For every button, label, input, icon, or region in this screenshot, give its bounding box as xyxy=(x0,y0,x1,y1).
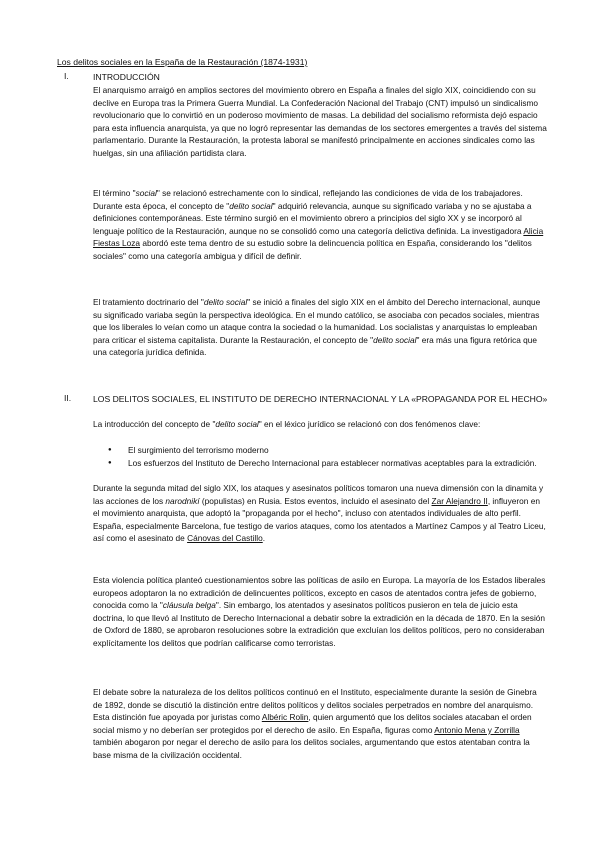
section-1-paragraph-2 xyxy=(93,187,548,263)
link-zar-alejandro-ii[interactable]: Zar Alejandro II xyxy=(431,495,488,506)
section-1-number: I. xyxy=(64,71,69,81)
link-canovas-del-castillo[interactable]: Cánovas del Castillo xyxy=(187,533,263,544)
section-2-paragraph-3 xyxy=(93,686,548,762)
italic-term-social: social xyxy=(135,188,157,198)
text-run: " en el léxico jurídico se relacionó con dos fenómenos clave: xyxy=(258,419,481,429)
text-run: . xyxy=(262,533,266,544)
link-antonio-mena-y-zorrilla[interactable]: Antonio Mena y Zorrilla xyxy=(434,724,520,735)
text-run: " era más una figura retórica que una categoría jurídica definida. xyxy=(93,334,538,358)
section-2-paragraph-2 xyxy=(93,574,548,650)
text-run: La introducción del concepto de " xyxy=(93,419,216,429)
italic-term-delito-social: delito social xyxy=(215,419,259,429)
text-run: " se inició a finales del siglo XIX en el ámbito del Derecho internacional, aunque su significado variaba según la perspectiva ideológica. En el mundo católico, se asociaba con pecados sociales, mientras que los liberales lo veían como un ataque contra la sociedad o la humanidad. Los socialistas y anarquistas lo empleaban para criticar el sistema capitalista. Durante la Restauración, el concepto de " xyxy=(93,297,541,345)
section-2-paragraph-1 xyxy=(93,482,548,545)
section-2-heading: LOS DELITOS SOCIALES, EL INSTITUTO DE DERECHO INTERNACIONAL Y LA «PROPAGANDA POR EL HECHO» xyxy=(93,394,548,404)
italic-term-delito-social: delito social xyxy=(229,200,273,211)
phenomena-list xyxy=(108,444,548,469)
text-run: El debate sobre la naturaleza de los delitos políticos continuó en el Instituto, especialmente durante la sesión de Ginebra de 1892, donde se discutió la distinción entre delitos políticos y delitos sociales perpetrados en nombre del anarquismo. Esta distinción fue apoyada por juristas como xyxy=(93,687,537,723)
text-run: abordó este tema dentro de su estudio sobre la delincuencia política en España, considerando los "delitos sociales" como una categoría ambigua y difícil de definir. xyxy=(93,238,532,261)
italic-term-narodniki: narodnikí xyxy=(165,495,200,506)
text-run: (populistas) en Rusia. Estos eventos, incluido el asesinato del xyxy=(199,495,432,506)
list-item: ● El surgimiento del terrorismo moderno xyxy=(108,444,548,457)
text-run: Durante la segunda mitad del siglo XIX, los ataques y asesinatos políticos tomaron una nueva dimensión con la dinamita y las acciones de los xyxy=(93,483,544,506)
link-alberic-rolin[interactable]: Albéric Rolin xyxy=(261,712,309,723)
text-run: " adquirió relevancia, aunque su significado variaba y no se ajustaba a definiciones contemporáneas. Este término surgió en el movimiento obrero a principios del siglo XX y se incorporó al lenguaje político de la Restauración, aunque no se consolidó como una categoría delictiva definida. La investigadora xyxy=(93,200,532,236)
paragraph-text: El anarquismo arraigó en amplios sectores del movimiento obrero en España a finales del siglo XIX, coincidiendo con su declive en Europa tras la Primera Guerra Mundial. La Confederación Nacional del Trabajo (CNT) impulsó un sindicalismo revolucionario que lo convirtió en un poderoso movimiento de masas. La debilidad del socialismo reformista dejó espacio para esta influencia anarquista, ya que no logró representar las demandas de los sectores emergentes a través del sistema parlamentario. Durante la Restauración, la protesta laboral se manifestó principalmente en acciones sindicales como las huelgas, sin una afiliación partidista clara. xyxy=(93,85,547,158)
text-run: El término " xyxy=(93,188,136,198)
text-run: , quien argumentó que los delitos sociales atacaban el orden social mismo y no deberían ser protegidos por el derecho de asilo. En España, figuras como xyxy=(93,712,532,735)
section-2-intro xyxy=(93,418,548,431)
text-run: El tratamiento doctrinario del " xyxy=(93,297,204,307)
document-title: Los delitos sociales en la España de la Restauración (1874-1931) xyxy=(57,57,308,67)
section-1-paragraph-1 xyxy=(93,84,548,160)
text-run: ". Sin embargo, los atentados y asesinatos políticos pusieron en tela de juicio esta doctrina, lo que llevó al Instituto de Derecho Internacional a debatir sobre la extradición en la década de 1870. En la sesión de Oxford de 1880, se aprobaron resoluciones sobre la extradición que excluían los delitos políticos, pero no consideraban explícitamente los delitos que podrían calificarse como terroristas. xyxy=(93,600,546,648)
text-run: Esta violencia política planteó cuestionamientos sobre las políticas de asilo en Europa. La mayoría de los Estados liberales europeos adoptaron la no extradición de delincuentes políticos, excepto en casos de atentados contra jefes de gobierno, conocida como la " xyxy=(93,575,546,611)
italic-term-delito-social: delito social xyxy=(203,297,248,307)
text-run: también abogaron por negar el derecho de asilo para los delitos sociales, argumentando que estos atentaban contra la base misma de la civilización occidental. xyxy=(93,737,530,760)
author-link-alicia-fiestas-loza[interactable]: Alicia Fiestas Loza xyxy=(93,225,544,249)
text-run: , influyeron en el movimiento anarquista, que adoptó la "propaganda por el hecho", incluso con atentados individuales de alto perfil. España, especialmente Barcelona, fue testigo de varios ataques, como los atentados a Martínez Campos y al Teatro Liceu, así como el asesinato de xyxy=(93,495,546,544)
italic-term-delito-social: delito social xyxy=(373,334,417,345)
text-run: " se relacionó estrechamente con lo sindical, reflejando las condiciones de vida de los trabajadores. Durante esta época, el concepto de " xyxy=(93,188,523,211)
section-1-paragraph-3 xyxy=(93,296,548,359)
list-item: ● Los esfuerzos del Instituto de Derecho Internacional para establecer normativas aceptables para la extradición. xyxy=(108,457,548,470)
section-2-number: II. xyxy=(64,393,72,403)
italic-term-clausula-belga: cláusula belga xyxy=(162,600,216,611)
section-1-heading: INTRODUCCIÓN xyxy=(93,72,160,82)
